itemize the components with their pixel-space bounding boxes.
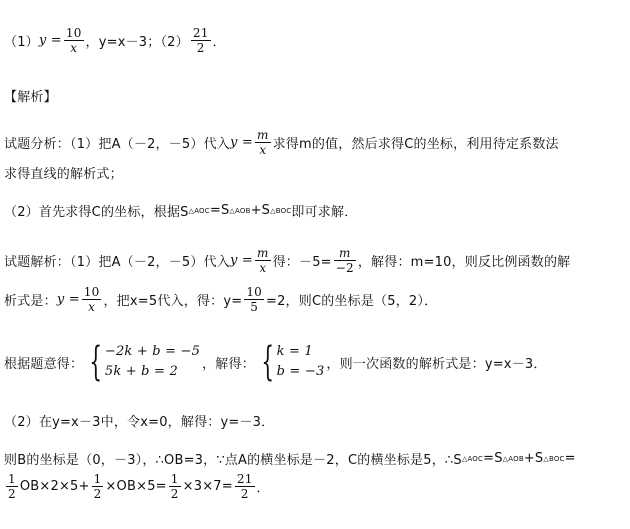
text: 即可求解． <box>291 205 358 220</box>
text: 求得m的值，然后求得C的坐标，利用待定系数法 <box>272 137 559 152</box>
numerator: 1 <box>93 472 102 486</box>
solution-line-1 <box>4 246 570 275</box>
denominator: 2 <box>8 487 16 501</box>
heading-text: 【解析】 <box>4 90 57 105</box>
text: ，则一次函数的解析式是：y=x－3． <box>326 356 547 372</box>
fraction-1-over-2 <box>169 472 181 501</box>
solution-line-6 <box>4 472 270 501</box>
equation-row: k = 1 <box>276 344 313 359</box>
numerator: 1 <box>170 472 179 486</box>
solution-line-2 <box>4 285 437 314</box>
denominator: 2 <box>93 487 102 501</box>
solution-line-5 <box>4 449 576 468</box>
y-equals: y = <box>230 135 253 150</box>
analysis-line-2 <box>4 163 123 182</box>
answer-part1-label: （1） <box>4 35 39 50</box>
denominator: 2 <box>196 41 205 55</box>
denominator: 2 <box>170 487 179 501</box>
text: =2，则C的坐标是（5，2）． <box>265 294 438 309</box>
equation-system-2: { k = 1 b = −3 <box>261 339 325 385</box>
period: ． <box>212 35 226 50</box>
denominator: 5 <box>250 300 259 314</box>
fraction-21-over-2 <box>191 26 211 55</box>
subscript: △BOC <box>543 454 565 463</box>
numerator: 10 <box>83 285 100 299</box>
subscript: △BOC <box>270 206 292 215</box>
text: 求得直线的解析式； <box>4 167 123 182</box>
text: （2）首先求得C的坐标，根据S <box>4 205 189 220</box>
text: ，把x=5代入，得：y= <box>103 294 243 309</box>
text: = <box>564 451 576 466</box>
answer-line <box>4 26 226 55</box>
text: 试题解析：（1）把A（－2，－5）代入 <box>4 255 231 270</box>
analysis-line-1 <box>4 128 559 157</box>
text: =S <box>483 451 503 466</box>
text: +S <box>250 203 271 218</box>
fraction-10-over-x <box>82 285 102 314</box>
numerator: m <box>257 246 269 260</box>
numerator: 21 <box>192 26 209 40</box>
analysis-line-3 <box>4 201 357 220</box>
numerator: 21 <box>236 472 253 486</box>
fraction-10-over-5 <box>244 285 264 314</box>
subscript: △AOB <box>229 206 251 215</box>
fraction-m-over-x <box>255 128 271 157</box>
denominator: x <box>88 300 96 314</box>
equation-system-1: { −2k + b = −5 5k + b = 2 <box>89 339 201 385</box>
denominator: 2 <box>240 487 249 501</box>
text: 析式是： <box>4 294 57 309</box>
subscript: △AOB <box>502 454 524 463</box>
subscript: △AOC <box>461 454 484 463</box>
equation-row: 5k + b = 2 <box>104 364 178 379</box>
fraction-m-over-x <box>255 246 271 275</box>
text: 根据题意得： <box>4 356 84 372</box>
y-equals: y = <box>56 292 80 307</box>
text: ×3×7= <box>182 479 233 494</box>
solution-line-4 <box>4 411 274 430</box>
y-equals: y = <box>38 33 62 48</box>
denominator: x <box>259 143 267 157</box>
text: 则B的坐标是（0，－3），∴OB=3，∵点A的横坐标是－2，C的横坐标是5，∴S <box>4 453 462 468</box>
fraction-1-over-2 <box>92 472 104 501</box>
fraction-m-over-neg2 <box>334 246 356 275</box>
solution-line-3 <box>4 339 547 385</box>
fraction-10-over-x <box>64 26 84 55</box>
text: =S <box>209 203 230 218</box>
subscript: △AOC <box>188 206 210 215</box>
fraction-1-over-2 <box>6 472 18 501</box>
denominator: −2 <box>335 261 354 275</box>
text: ，解得： <box>202 356 255 372</box>
equation-row: b = −3 <box>276 364 325 379</box>
text: （2）在y=x－3中，令x=0，解得：y=－3． <box>4 415 275 430</box>
text: ． <box>256 481 270 496</box>
denominator: x <box>259 261 267 275</box>
numerator: 10 <box>246 285 262 299</box>
numerator: m <box>257 128 269 142</box>
text: ，解得：m=10，则反比例函数的解 <box>357 255 571 270</box>
answer-linear: ，y=x－3；（2） <box>85 35 189 50</box>
numerator: 1 <box>8 472 16 486</box>
y-equals: y = <box>230 253 253 268</box>
numerator: m <box>339 246 351 260</box>
analysis-heading <box>4 86 57 105</box>
text: OB×2×5+ <box>19 479 90 494</box>
fraction-21-over-2 <box>235 472 255 501</box>
text: 得：－5= <box>272 255 332 270</box>
text: +S <box>523 451 544 466</box>
denominator: x <box>70 41 78 55</box>
text: 试题分析：（1）把A（－2，－5）代入 <box>4 137 231 152</box>
numerator: 10 <box>65 26 82 40</box>
equation-row: −2k + b = −5 <box>104 344 201 359</box>
text: ×OB×5= <box>105 479 167 494</box>
